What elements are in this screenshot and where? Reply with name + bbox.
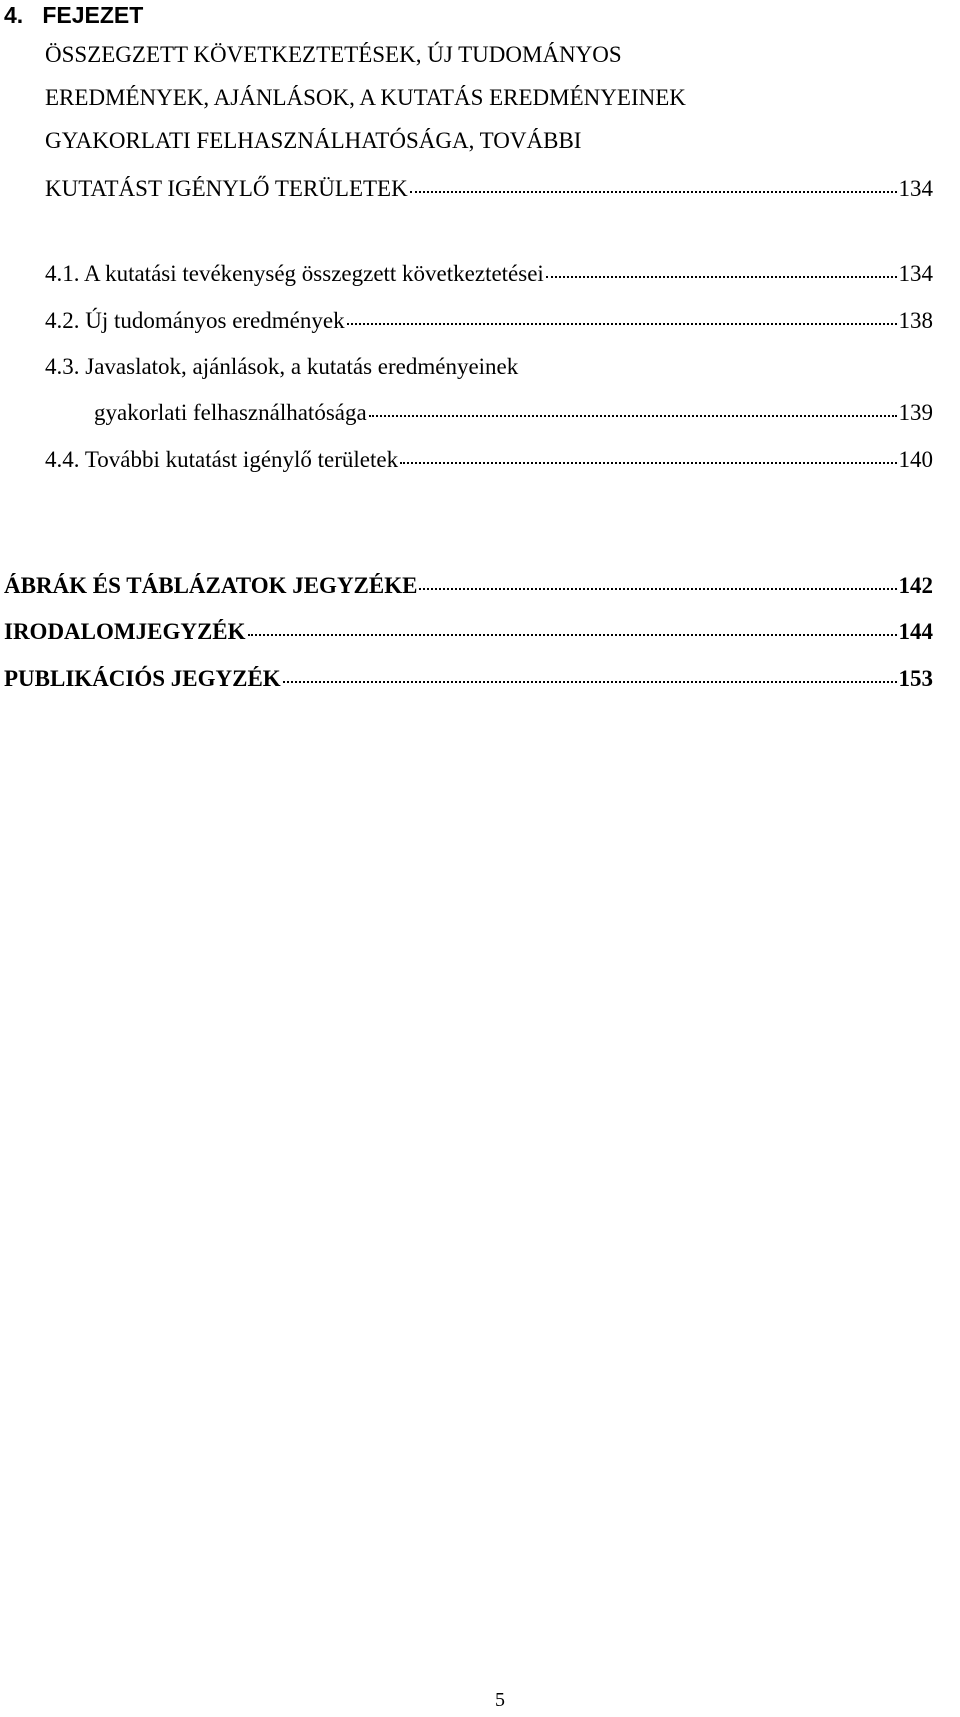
appendix-title: IRODALOMJEGYZÉK	[4, 619, 246, 644]
toc-entry-4-2[interactable]	[45, 306, 933, 336]
dot-leader	[419, 588, 896, 590]
toc-entry-4-4[interactable]	[45, 445, 933, 475]
appendix-title: ÁBRÁK ÉS TÁBLÁZATOK JEGYZÉKE	[4, 573, 418, 598]
toc-entry-4-3[interactable]	[94, 398, 933, 428]
toc-entry-title: KUTATÁST IGÉNYLŐ TERÜLETEK	[45, 176, 408, 201]
chapter-heading	[4, 0, 143, 30]
dot-leader	[546, 276, 897, 278]
chapter-heading-label: FEJEZET	[42, 2, 144, 28]
appendix-page: 153	[898, 666, 933, 691]
section-page: 140	[898, 447, 933, 472]
toc-entry-page: 134	[898, 176, 933, 201]
section-title-continuation: gyakorlati felhasználhatósága	[94, 400, 367, 425]
section-number: 4.2.	[45, 308, 80, 333]
dot-leader	[283, 681, 897, 683]
toc-entry-4-3-first-line[interactable]	[45, 352, 518, 382]
section-title: A kutatási tevékenység összegzett következtetései	[83, 261, 544, 286]
section-number: 4.1.	[45, 261, 80, 286]
dot-leader	[248, 634, 897, 636]
section-title: További kutatást igénylő területek	[84, 447, 399, 472]
section-number: 4.4.	[45, 447, 80, 472]
dot-leader	[400, 462, 896, 464]
appendix-title: PUBLIKÁCIÓS JEGYZÉK	[4, 666, 281, 691]
section-page: 139	[898, 400, 933, 425]
section-page: 138	[898, 308, 933, 333]
chapter-title-line-3: GYAKORLATI FELHASZNÁLHATÓSÁGA, TOVÁBBI	[45, 128, 582, 153]
section-number: 4.3.	[45, 354, 80, 379]
chapter-title-line-2: EREDMÉNYEK, AJÁNLÁSOK, A KUTATÁS EREDMÉNYEINEK	[45, 85, 686, 110]
page-number: 5	[495, 1689, 505, 1711]
section-page: 134	[898, 261, 933, 286]
toc-entry-publications[interactable]	[4, 664, 933, 694]
toc-entry-figures-tables[interactable]	[4, 571, 933, 601]
appendix-page: 144	[898, 619, 933, 644]
toc-entry-bibliography[interactable]	[4, 617, 933, 647]
toc-entry-chapter-4[interactable]	[45, 174, 933, 204]
section-title: Javaslatok, ajánlások, a kutatás eredményeinek	[85, 354, 519, 379]
chapter-number: 4.	[4, 2, 24, 28]
toc-entry-4-1[interactable]	[45, 259, 933, 289]
dot-leader	[410, 191, 897, 193]
section-title: Új tudományos eredmények	[85, 308, 345, 333]
dot-leader	[347, 323, 897, 325]
appendix-page: 142	[898, 573, 933, 598]
dot-leader	[369, 415, 897, 417]
chapter-title-line-1: ÖSSZEGZETT KÖVETKEZTETÉSEK, ÚJ TUDOMÁNYOS	[45, 42, 622, 67]
